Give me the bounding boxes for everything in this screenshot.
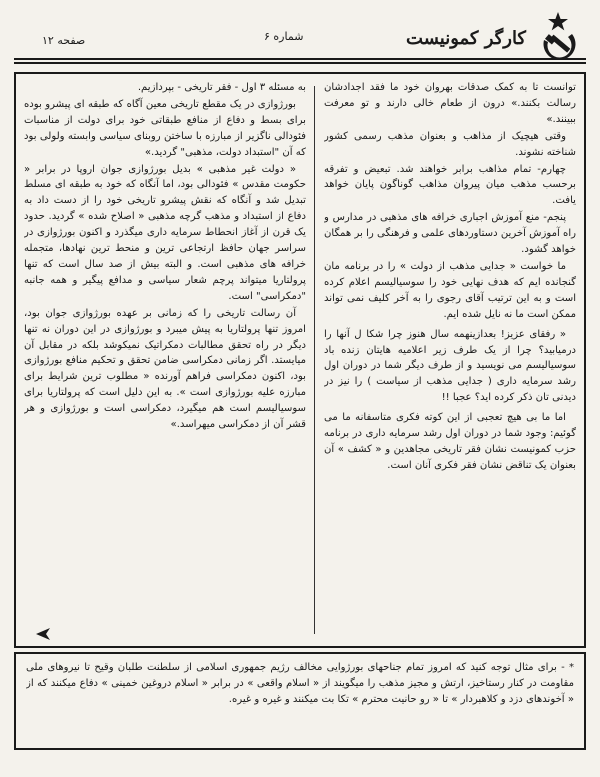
paragraph: ما خواست « جدایی مذهب از دولت » را در برنامه مان گنجانده ایم که هدف نهایی خود را سوسیالیسم اعلام کرده است و به این ترتیب آقای رجوی را به آخر کلیف نمی تواند ممکن است ما نه نایل شده ایم.	[324, 260, 576, 320]
paragraph: آن رسالت تاریخی را که زمانی بر عهده بورژوازی جوان بود، امروز تنها پرولتاریا به پیش میبرد و بورژوازی در این دوران نه تنها دیگر در راه تحقق مطالبات دمکراتیک نمیکوشد بلکه در مقابل آن میایستد. اگر زمانی دمکراسی ضامن تحقق و تحکیم منافع بورژوازی بود، اکنون دمکراسی فراهم آورنده « مطلوب ترین شرایط برای مبارزه علیه بورژوازی است ». به این دلیل است که پرولتاریا برای سوسیالیسم است هم میگیرد، دمکراسی است و بورژوازی و هر قشر آن از دمکراسی میهراسد.»	[24, 307, 306, 431]
paragraph: بورژوازی در یک مقطع تاریخی معین آگاه که طبقه ای پیشرو بوده برای بسط و دفاع از منافع طبقاتی خود برای دولت از مناسبات فئودالی ناگزیر از مبارزه با ساختن روبنای سیاسی وابسته ولولی بود که آن "استبداد دولت، مذهبی" گردید.»	[24, 98, 306, 158]
paragraph: چهارم- تمام مذاهب برابر خواهند شد. تبعیض و تفرقه برحسب مذهب میان پیروان مذاهب گوناگون پایان خواهد یافت.	[324, 163, 576, 207]
footnote-box	[14, 652, 586, 750]
paragraph: « رفقای عزیز! بعدازینهمه سال هنوز چرا شکا ل آنها را درمیابید؟ چرا از یک طرف زیر اعلامیه هایتان زنده باد سوسیالیسم می نویسید و از طرف دیگر شما در دوران اول رشد سرمایه داری ( جدایی مذهب از سیاست ) را نیز در دیدنی تان ذکر کرده اید؟ عجبا !!	[324, 328, 576, 404]
header-rule-top	[14, 58, 586, 60]
footnote-text: * - برای مثال توجه کنید که امروز تمام جناحهای بورژوایی مخالف رژیم جمهوری اسلامی از سلطنت طلبان وقیح تا نیروهای ملی مقاومت در کنار رستاخیز، ارتش و مجیز مذهب را میگویند از « اسلام واقعی » در برابر « اسلام دروغین خمینی » دفاع میکنند که از « آخوندهای دزد و کلاهبردار » تا « رو حانیت محترم » تکا بت میکنند و غیره و غیره.	[26, 662, 574, 705]
continue-arrow-icon	[36, 628, 52, 640]
page-number: صفحه ۱۲	[42, 34, 86, 47]
header-rule-bottom	[14, 62, 586, 64]
issue-number: شماره ۶	[264, 30, 304, 43]
article-column-right	[324, 80, 576, 632]
paragraph: اما ما بی هیچ تعجبی از این کوته فکری متاسفانه ما می گوئیم: وجود شما در دوران اول رشد سرمایه داری در برنامه حزب کمونیست نشان فقر تاریخی مجاهدین و « کشف » آن بعنوان یک تناقض نشان فقر فکری آنان است.	[324, 412, 576, 471]
article-frame	[14, 72, 586, 648]
paragraph: توانست تا به کمک صدقات بهروان خود ما فقد اجدادشان رسالت بکنند.» درون از طعام خالی دارند و تو معرفت ببینند.»	[324, 82, 576, 125]
paragraph: پنجم- منع آموزش اجباری خرافه های مذهبی در مدارس و راه آموزش آخرین دستاوردهای علمی و فرهنگی را بر همگان خواهد گشود.	[324, 212, 576, 256]
masthead-title: کارگر کمونیست	[406, 28, 526, 49]
paragraph: وقتی هیچیک از مذاهب و بعنوان مذهب رسمی کشور شناخته نشوند.	[324, 130, 576, 158]
paragraph: « دولت غیر مذهبی » بدیل بورژوازی جوان اروپا در برابر « حکومت مقدس » فئودالی بود، اما آنگاه که خود به طبقه ای مسلط تبدیل شد و آنگاه که نقش پیشرو تاریخی خود را از دست داد به دفاع از استبداد و مذهب گرچه مذهبی « اصلاح شده » گردید. حدود یک قرن از آغاز انحطاط سرمایه داری میگذرد و اکنون بورژوازی در سراسر جهان حافظ ارتجاعی ترین و منحط ترین نهادها، متجمله خرافه های مذهبی است. و البته بیش از صد سال است که تنها پرولتاریا میتواند پرچم شعار سیاسی و مدافع پیگیر و همه جانبه "دمکراسی" است.	[24, 163, 306, 302]
article-column-left	[24, 80, 306, 640]
column-divider	[314, 86, 315, 634]
masthead-bar	[14, 10, 586, 70]
paragraph: به مسئله ۳ اول - فقر تاریخی - بپردازیم.	[137, 82, 306, 93]
